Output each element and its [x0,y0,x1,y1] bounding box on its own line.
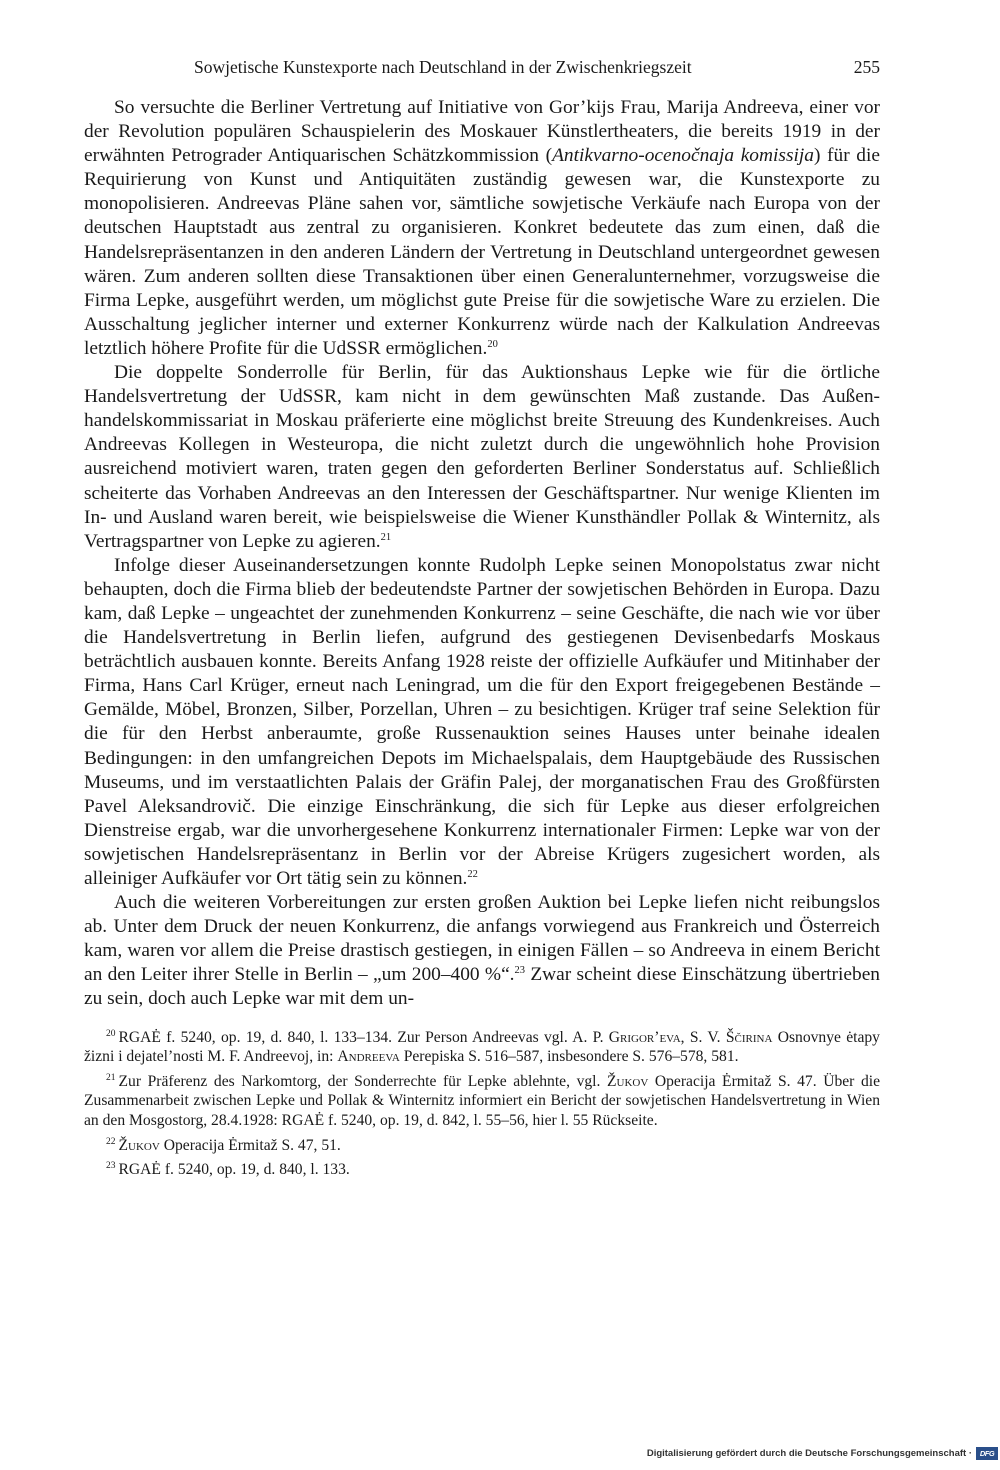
paragraph-4 [84,891,880,1011]
footnote-text: Operacija Ėrmitaž S. 47, 51. [159,1136,341,1154]
author-name: Ščirina [725,1028,773,1046]
author-name: Žukov [118,1136,160,1154]
dfg-logo-icon: DFG [976,1447,998,1460]
credit-text: Digitalisierung gefördert durch die Deutsche Forschungsgemeinschaft · [646,1448,972,1459]
footnote-ref-21[interactable]: 21 [380,531,392,543]
paragraph-2 [84,361,880,554]
footnote-text: Osnovnye ėtapy žizni i dejatel’nosti M. F. Andreevoj, in: [84,1028,880,1066]
footnote-number: 20 [106,1028,116,1039]
italic-term: Antikvarno-ocenočnaja komissija [552,145,814,167]
footnote-text: RGAĖ f. 5240, op. 19, d. 840, l. 133. [118,1161,350,1179]
footnote-ref-23[interactable]: 23 [514,965,526,977]
footnote-text: Zur Präferenz des Narkomtorg, der Sonderrechte für Lepke ablehnte, vgl. [118,1072,607,1090]
footnote-text: Perepiska S. 516–587, insbesondere S. 576–578, 581. [399,1048,739,1066]
paragraph-text: Zwar scheint diese Einschätzung übertrieben zu sein, doch auch Lepke war mit dem un- [84,964,880,1010]
footnote-21 [84,1072,880,1131]
footnote-number: 21 [106,1072,116,1083]
book-page [84,52,880,1185]
footnote-number: 23 [106,1161,116,1172]
running-head-title: Sowjetische Kunstexporte nach Deutschland in der Zwischenkriegszeit [194,57,692,77]
footnote-text: , S. V. [680,1028,726,1046]
footnote-20 [84,1028,880,1067]
digitization-credit [647,1447,998,1460]
page-number: 255 [853,57,880,77]
body-text [84,96,880,1012]
footnote-23 [84,1160,880,1180]
footnote-text: RGAĖ f. 5240, op. 19, d. 840, l. 133–134. Zur Person Andreevas vgl. A. P. [118,1028,609,1046]
footnotes [84,1028,880,1180]
paragraph-3 [84,554,880,891]
footnote-22 [84,1136,880,1156]
author-name: Žukov [606,1072,649,1090]
paragraph-text: ) für die Requirierung von Kunst und Antiquitäten zuständig gewesen war, die Kunstexporte zu monopolisieren. Andreevas Pläne sahen vor, sämtliche sowjetische Verkäufe nach Europa von der deutschen Hauptstadt aus zentral zu organisieren. Konkret bedeutete das zum einen, daß die Handelsrepräsentanzen in den anderen Ländern der Vertretung in Deutschland untergeordnet gewesen wären. Zum anderen sollten diese Transaktionen über einen Generalunternehmer, vorzugsweise die Firma Lepke, ausgeführt werden, um möglichst gute Preise für die sowjetische Ware zu erzielen. Die Ausschaltung jeglicher interner und externer Konkurrenz würde nach der Kalkulation Andreevas letztlich höhere Profite für die UdSSR ermöglichen. [84,145,880,359]
paragraph-1 [84,96,880,361]
footnote-ref-22[interactable]: 22 [467,869,478,880]
paragraph-text: So versuchte die Berliner Vertretung auf Initiative von Gor’kijs Frau, Marija Andreeva, einer vor der Revolution populären Schauspielerin des Moskauer Künstlertheaters, die bereits 1919 in der erwähnten Petrograder Antiquarischen Schätzkommission ( [84,97,880,167]
paragraph-text: Infolge dieser Auseinandersetzungen konnte Rudolph Lepke seinen Monopolstatus zwar nicht behaupten, doch die Firma blieb der bedeutendste Partner der sowjetischen Behörden in Europa. Dazu kam, daß Lepke – ungeachtet der zunehmenden Konkurrenz – seine Geschäfte, die nach wie vor über die Handelsvertretung in Berlin liefen, aufgrund des gestiegenen Devisenbedarfs Moskaus beträchtlich ausbauen konnte. Bereits Anfang 1928 reiste der offizielle Aufkäufer und Mitinhaber der Firma, Hans Carl Krüger, erneut nach Leningrad, um die für den Export freigegebenen Bestände – Gemälde, Möbel, Bronzen, Silber, Porzellan, Uhren – zu besichtigen. Krüger traf seine Selektion für die für den Herbst anberaumte, große Russenauktion seines Hauses unter beinahe idealen Bedingungen: in den umfangreichen Depots im Michaelspalais, dem Hauptgebäude des Russischen Museums, und im verstaatlichten Palais der Gräfin Palej, der morganatischen Frau des Großfürsten Pavel Aleksandrovič. Die einzige Einschränkung, die sich für Lepke aus dieser erfolgreichen Dienstreise ergab, war die unvorhergesehene Konkurrenz internationaler Firmen: Lepke war von der sowjetischen Handelsrepräsentanz in Berlin vor der Abreise Krügers zugesichert worden, als alleiniger Aufkäufer vor Ort tätig sein zu können. [84,554,880,889]
paragraph-text: Auch die weiteren Vorbereitungen zur ersten großen Auktion bei Lepke liefen nicht reibungslos ab. Unter dem Druck der neuen Konkurrenz, die anfangs vorwiegend aus Frankreich und Österreich kam, waren vor allem die Preise drastisch gestiegen, in einigen Fällen – so Andreeva in einem Bericht an den Leiter ihrer Stelle in Berlin – „um 200–400 %“. [84,892,880,986]
footnote-text: Operacija Ėrmitaž S. 47. Über die Zusammenarbeit zwischen Lepke und Pollak & Winternitz informiert ein Bericht der sowjetischen Handelsvertretung in Wien an den Mosgostorg, 28.4.1928: RGAĖ f. 5240, op. 19, d. 842, l. 55–56, hier l. 55 Rückseite. [84,1072,880,1129]
author-name: Grigor’eva [608,1028,681,1046]
author-name: Andreeva [337,1048,400,1066]
running-head [84,52,880,82]
footnote-number: 22 [106,1136,116,1147]
paragraph-text: Die doppelte Sonderrolle für Berlin, für das Auktionshaus Lepke wie für die örtliche Handelsvertretung der UdSSR, kam nicht in dem gewünschten Maß zustande. Das Außenhandelskommissariat in Moskau präferierte eine möglichst breite Streuung des Kundenkreises. Auch Andreevas Kollegen in Westeuropa, die nicht zuletzt durch die ungewöhnlich hohe Provision ausreichend motiviert waren, traten gegen den geforderten Berliner Sonderstatus auf. Schließlich scheiterte das Vorhaben Andreevas an den Interessen der Geschäftspartner. Nur wenige Klienten im In- und Ausland waren bereit, wie beispielsweise die Wiener Kunsthändler Pollak & Winternitz, als Vertragspartner von Lepke zu agieren. [84,362,880,552]
footnote-ref-20[interactable]: 20 [487,338,498,350]
